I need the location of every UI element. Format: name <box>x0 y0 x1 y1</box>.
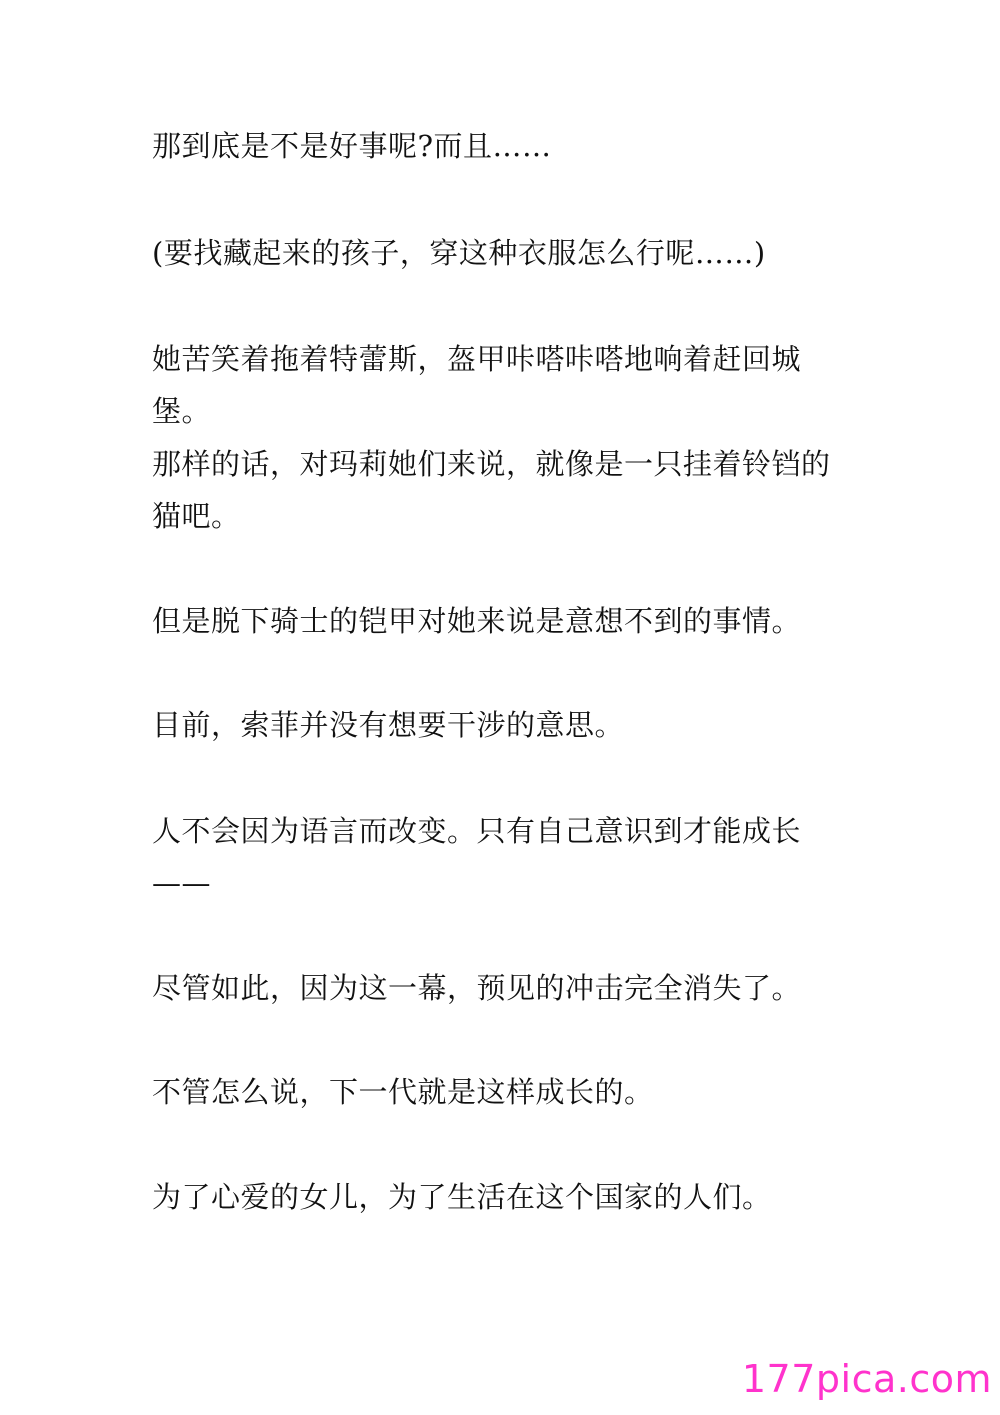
watermark: 177pica.com <box>741 1357 992 1401</box>
paragraph-8: 尽管如此，因为这一幕，预见的冲击完全消失了。 <box>152 971 802 1005</box>
paragraph-5: 但是脱下骑士的铠甲对她来说是意想不到的事情。 <box>152 604 802 638</box>
paragraph-2: (要找藏起来的孩子，穿这种衣服怎么行呢……) <box>152 236 766 270</box>
paragraph-10: 为了心爱的女儿，为了生活在这个国家的人们。 <box>152 1180 772 1214</box>
paragraph-1: 那到底是不是好事呢?而且…… <box>152 129 552 163</box>
paragraph-4: 那样的话，对玛莉她们来说，就像是一只挂着铃铛的猫吧。 <box>152 447 831 533</box>
paragraph-6: 目前，索菲并没有想要干涉的意思。 <box>152 708 625 742</box>
paragraph-3: 她苦笑着拖着特蕾斯，盔甲咔嗒咔嗒地响着赶回城堡。 <box>152 342 802 428</box>
paragraph-9: 不管怎么说，下一代就是这样成长的。 <box>152 1075 654 1109</box>
paragraph-7: 人不会因为语言而改变。只有自己意识到才能成长—— <box>152 814 802 900</box>
